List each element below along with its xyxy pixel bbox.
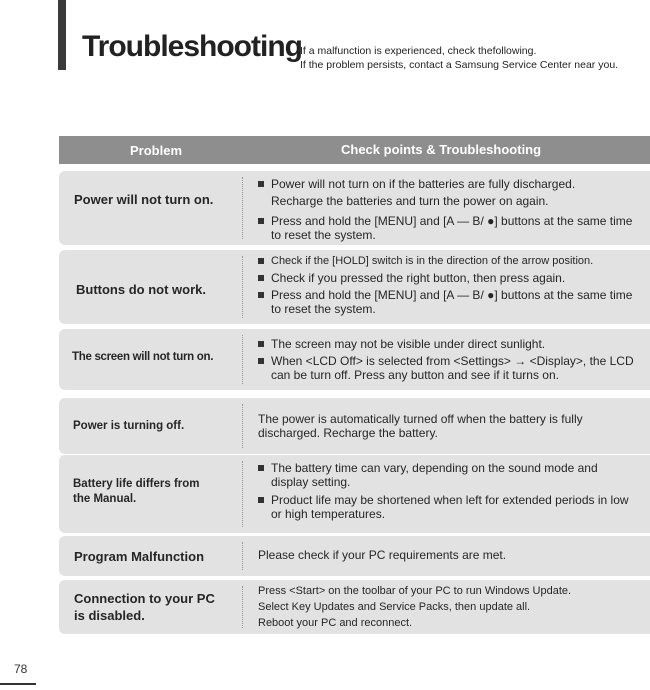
page-number: 78 (14, 662, 28, 676)
column-divider (242, 542, 243, 570)
bullet-square-icon (258, 218, 264, 224)
list-item: The battery time can vary, depending on the sound mode and display setting. (258, 461, 636, 489)
bullet-square-icon (258, 358, 264, 364)
table-row (59, 250, 650, 324)
list-item: Check if you pressed the right button, then press again. (258, 271, 636, 285)
instruction-line: Reboot your PC and reconnect. (258, 617, 413, 629)
problem-label-line: is disabled. (74, 608, 145, 623)
list-item: Press and hold the [MENU] and [A — B/ ●] buttons at the same time to reset the system. (258, 214, 636, 242)
page-title: Troubleshooting (82, 30, 302, 63)
instruction-line: Press <Start> on the toolbar of your PC to run Windows Update. (258, 585, 572, 597)
list-item: The screen may not be visible under direct sunlight. (258, 337, 636, 351)
list-item: When <LCD Off> is selected from <Settings> → <Display>, the LCD can be turn off. Press any button and see if it turns on. (258, 354, 636, 382)
problem-label: Program Malfunction (74, 549, 205, 564)
check-points-text: The power is automatically turned off when the battery is fully discharged. Recharge the battery. (258, 412, 583, 440)
problem-label-line: the Manual. (73, 493, 137, 505)
problem-label: Power is turning off. (73, 420, 185, 432)
instruction-line: Select Key Updates and Service Packs, then update all. (258, 601, 531, 613)
table-header (59, 136, 650, 164)
title-accent-bar (58, 0, 66, 70)
table-row (59, 455, 650, 533)
table-row (59, 536, 650, 576)
header-problem: Problem (130, 143, 183, 158)
list-item: Check if the [HOLD] switch is in the direction of the arrow position. (258, 254, 636, 268)
page-number-rule (0, 683, 36, 685)
bullet-square-icon (258, 181, 264, 187)
list-item-continuation: Recharge the batteries and turn the power on again. (271, 194, 549, 208)
column-divider (242, 256, 243, 318)
header-check-points: Check points & Troubleshooting (341, 142, 542, 157)
problem-label: Buttons do not work. (76, 282, 206, 297)
list-item: Product life may be shortened when left for extended periods in low or high temperatures. (258, 493, 636, 521)
column-divider (242, 586, 243, 628)
problem-label-line: Connection to your PC (74, 591, 215, 606)
table-row (59, 580, 650, 634)
bullet-square-icon (258, 341, 264, 347)
bullet-square-icon (258, 275, 264, 281)
column-divider (242, 404, 243, 448)
column-divider (242, 461, 243, 527)
check-points (258, 254, 636, 316)
table-row (59, 171, 650, 245)
intro-line: If the problem persists, contact a Samsung Service Center near you. (300, 59, 619, 71)
column-divider (242, 177, 243, 239)
check-points-lines (258, 583, 636, 631)
list-item: Press and hold the [MENU] and [A — B/ ●] buttons at the same time to reset the system. (258, 288, 636, 316)
problem-label (73, 477, 200, 507)
bullet-square-icon (258, 258, 264, 264)
list-item: Power will not turn on if the batteries are fully discharged. (258, 177, 636, 191)
problem-label (74, 590, 215, 624)
table-row (59, 329, 650, 390)
problem-label: Power will not turn on. (74, 192, 214, 207)
column-divider (242, 335, 243, 384)
check-points (258, 177, 636, 242)
intro-line: If a malfunction is experienced, check thefollowing. (300, 45, 537, 57)
problem-label: The screen will not turn on. (72, 351, 214, 363)
intro-text (300, 44, 618, 72)
bullet-square-icon (258, 465, 264, 471)
check-points-text: Please check if your PC requirements are met. (258, 548, 507, 562)
check-points (258, 461, 636, 521)
table-row (59, 398, 650, 454)
check-points (258, 337, 636, 382)
bullet-square-icon (258, 497, 264, 503)
bullet-square-icon (258, 292, 264, 298)
problem-label-line: Battery life differs from (73, 478, 200, 490)
